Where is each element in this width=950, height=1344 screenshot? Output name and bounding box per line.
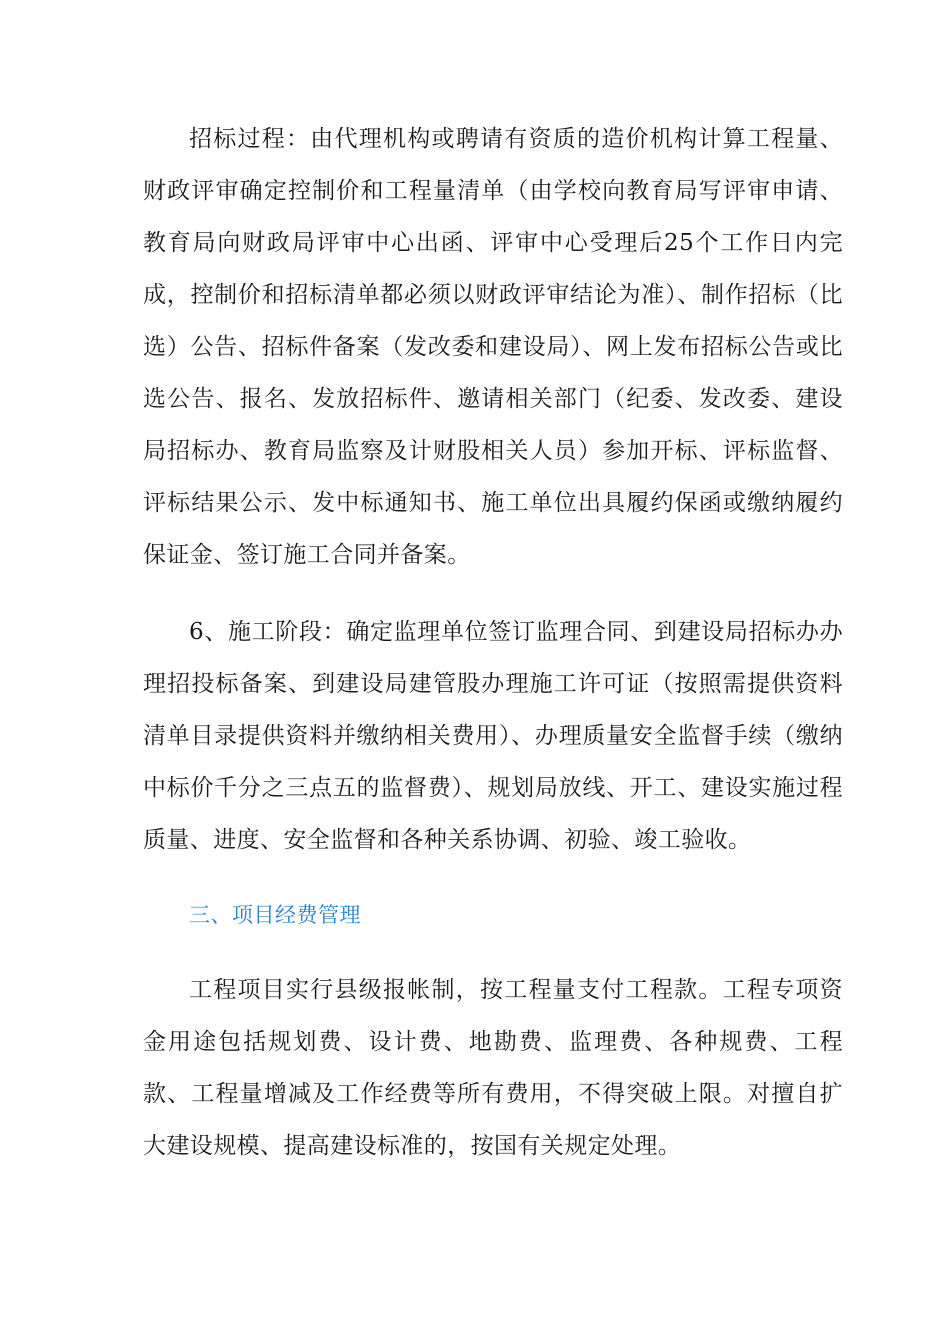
- paragraph-construction-stage: 6、施工阶段：确定监理单位签订监理合同、到建设局招标办办理招投标备案、到建设局建管股办理施工许可证（按照需提供资料清单目录提供资料并缴纳相关费用）、办理质量安全监督手续（缴纳中标价千分之三点五的监督费）、规划局放线、开工、建设实施过程质量、进度、安全监督和各种关系协调、初验、竣工验收。: [143, 619, 843, 853]
- paragraph-funding-management: 工程项目实行县级报帐制，按工程量支付工程款。工程专项资金用途包括规划费、设计费、地勘费、监理费、各种规费、工程款、工程量增减及工作经费等所有费用，不得突破上限。对擅自扩大建设规模、提高建设标准的，按国有关规定处理。: [143, 977, 843, 1159]
- document-body: [143, 113, 843, 1172]
- paragraph-bidding-process: 招标过程：由代理机构或聘请有资质的造价机构计算工程量、财政评审确定控制价和工程量清单（由学校向教育局写评审申请、教育局向财政局评审中心出函、评审中心受理后25个工作日内完成，控制价和招标清单都必须以财政评审结论为准）、制作招标（比选）公告、招标件备案（发改委和建设局）、网上发布招标公告或比选公告、报名、发放招标件、邀请相关部门（纪委、发改委、建设局招标办、教育局监察及计财股相关人员）参加开标、评标监督、评标结果公示、发中标通知书、施工单位出具履约保函或缴纳履约保证金、签订施工合同并备案。: [143, 126, 843, 568]
- section-heading-funding: 三、项目经费管理: [189, 903, 361, 927]
